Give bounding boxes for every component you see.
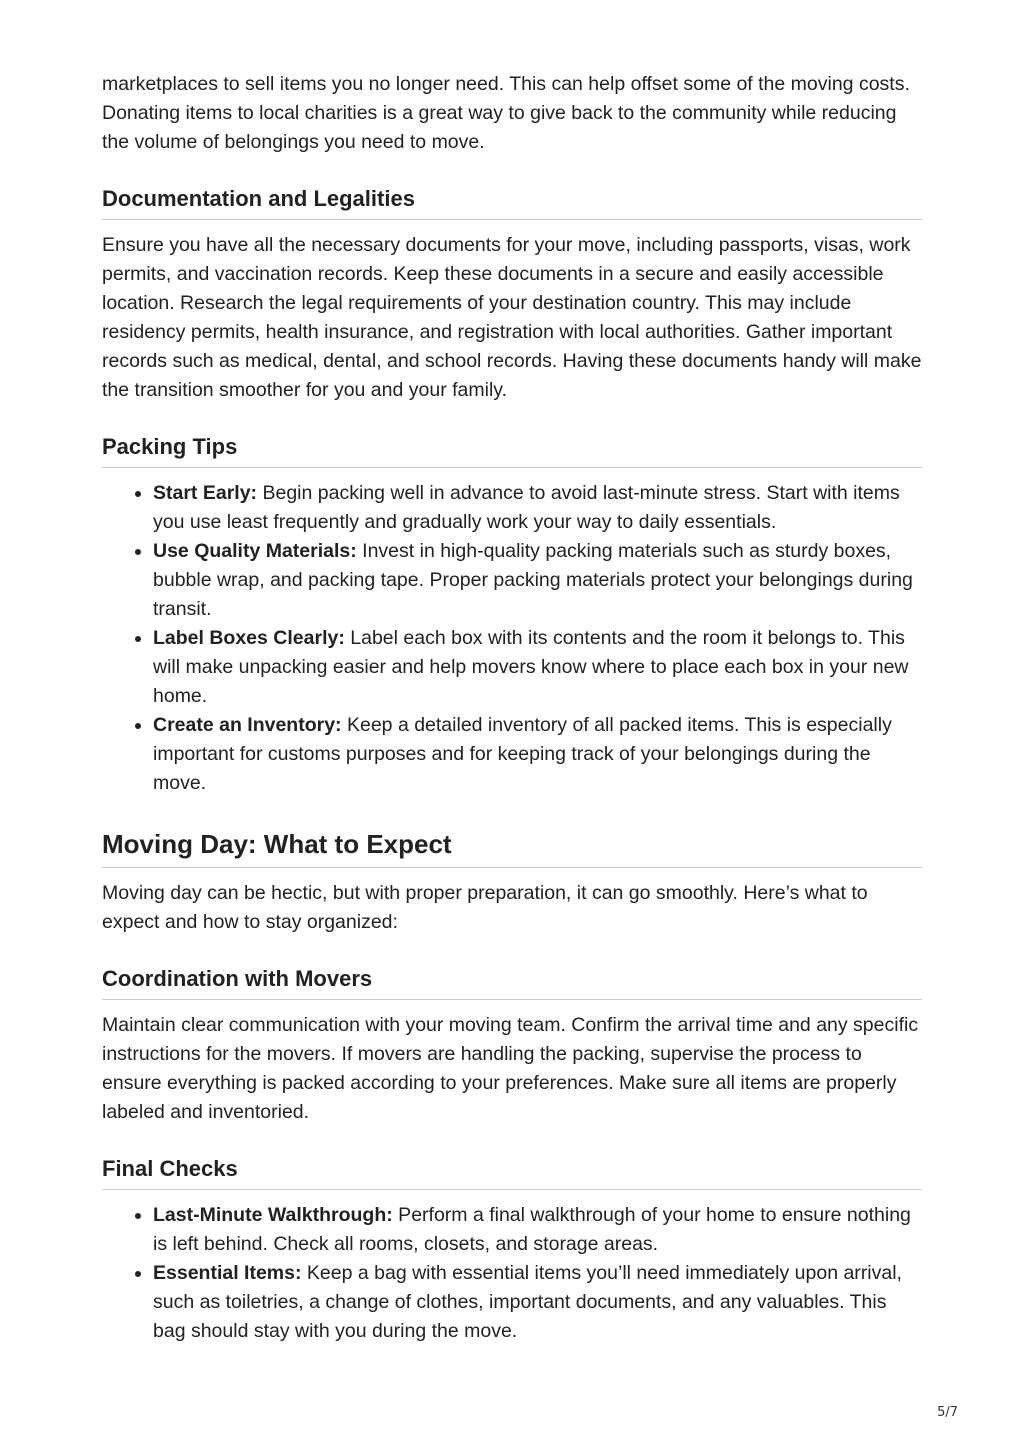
list-item-term: Last-Minute Walkthrough: [153, 1204, 393, 1226]
list-item [153, 1201, 922, 1259]
page-number: 5/7 [937, 1405, 958, 1420]
section-heading-final-checks: Final Checks [102, 1155, 922, 1190]
intro-paragraph: marketplaces to sell items you no longer need. This can help offset some of the moving costs. Donating items to local charities is a great way to give back to the community while reducing the volume of belongings you need to move. [102, 73, 910, 153]
list-item [153, 624, 922, 711]
moving-day-paragraph: Moving day can be hectic, but with proper preparation, it can go smoothly. Here’s what to expect and how to stay organized: [102, 882, 868, 933]
section-final-checks [102, 1155, 922, 1346]
list-item [153, 711, 922, 798]
final-checks-list [102, 1201, 922, 1346]
list-item-term: Essential Items: [153, 1262, 302, 1284]
list-item [153, 479, 922, 537]
list-item-text: Invest in high-quality packing materials such as sturdy boxes, bubble wrap, and packing tape. Proper packing materials protect your belongings during transit. [153, 540, 913, 620]
documentation-paragraph: Ensure you have all the necessary documents for your move, including passports, visas, work permits, and vaccination records. Keep these documents in a secure and easily accessible location. Research the legal requirements of your destination country. This may include residency permits, health insurance, and registration with local authorities. Gather important records such as medical, dental, and school records. Having these documents handy will make the transition smoother for you and your family. [102, 234, 922, 401]
packing-tips-list [102, 479, 922, 798]
section-heading-packing-tips: Packing Tips [102, 433, 922, 468]
section-heading-documentation: Documentation and Legalities [102, 185, 922, 220]
list-item-term: Create an Inventory: [153, 714, 342, 736]
list-item [153, 1259, 922, 1346]
section-coordination [102, 965, 922, 1127]
list-item-term: Start Early: [153, 482, 258, 504]
list-item-text: Begin packing well in advance to avoid last-minute stress. Start with items you use least frequently and gradually work your way to daily essentials. [153, 482, 900, 533]
list-item-text: Perform a final walkthrough of your home to ensure nothing is left behind. Check all rooms, closets, and storage areas. [153, 1204, 911, 1255]
list-item-term: Label Boxes Clearly: [153, 627, 345, 649]
section-heading-coordination: Coordination with Movers [102, 965, 922, 1000]
list-item-text: Label each box with its contents and the room it belongs to. This will make unpacking easier and help movers know where to place each box in your new home. [153, 627, 909, 707]
list-item [153, 537, 922, 624]
coordination-paragraph: Maintain clear communication with your moving team. Confirm the arrival time and any specific instructions for the movers. If movers are handling the packing, supervise the process to ensure everything is packed according to your preferences. Make sure all items are properly labeled and inventoried. [102, 1014, 919, 1123]
section-packing-tips [102, 433, 922, 798]
section-moving-day [102, 828, 922, 937]
section-documentation [102, 185, 922, 405]
section-heading-moving-day: Moving Day: What to Expect [102, 828, 922, 868]
list-item-text: Keep a detailed inventory of all packed items. This is especially important for customs purposes and for keeping track of your belongings during the move. [153, 714, 892, 794]
list-item-term: Use Quality Materials: [153, 540, 357, 562]
list-item-text: Keep a bag with essential items you’ll need immediately upon arrival, such as toiletries, a change of clothes, important documents, and any valuables. This bag should stay with you during the move. [153, 1262, 902, 1342]
document-page [102, 70, 922, 1346]
